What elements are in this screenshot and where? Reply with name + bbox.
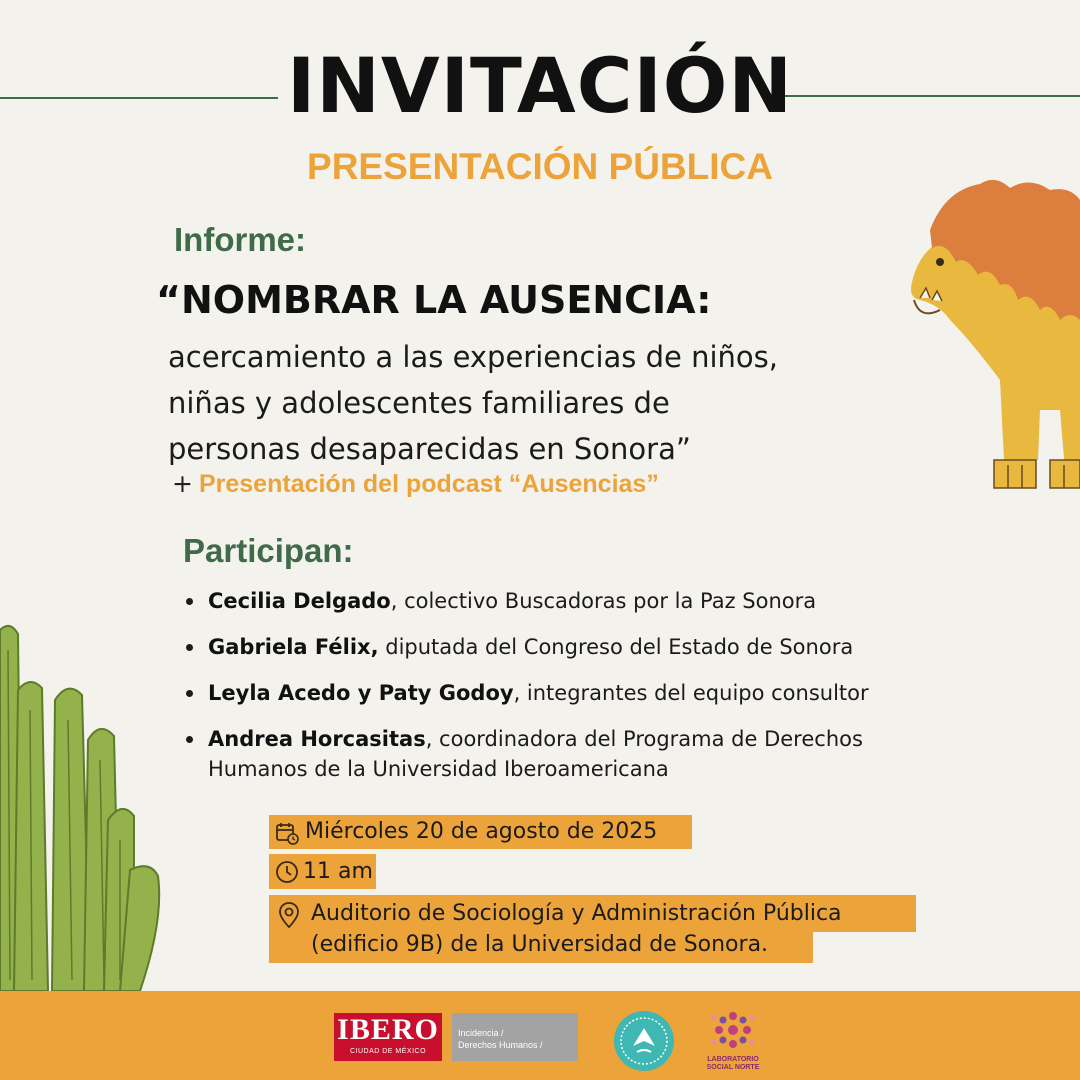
laboratorio-logo-text <box>696 1056 770 1072</box>
list-item <box>186 586 986 616</box>
report-subtitle <box>168 334 928 472</box>
participant-name: Gabriela Félix, <box>208 635 379 659</box>
list-item <box>186 678 986 708</box>
report-subtitle-line: acercamiento a las experiencias de niños, <box>168 340 778 374</box>
event-time-text: 11 am <box>303 859 373 884</box>
participant-name: Leyla Acedo y Paty Godoy <box>208 681 514 705</box>
event-date-text: Miércoles 20 de agosto de 2025 <box>305 819 658 844</box>
cactus-illustration <box>0 620 200 991</box>
ibero-logo <box>334 1013 442 1061</box>
lab-line1: LABORATORIO <box>707 1056 759 1063</box>
participants-list <box>186 586 986 800</box>
clock-icon <box>275 860 299 884</box>
ibero-logo-subtext: CIUDAD DE MÉXICO <box>349 1048 427 1055</box>
report-title: “NOMBRAR LA AUSENCIA: <box>156 278 712 322</box>
podcast-text: Presentación del podcast “Ausencias” <box>198 470 659 498</box>
participant-role: , coordinadora del Programa de Derechos Humanos de la Universidad Iberoamericana <box>208 727 863 781</box>
location-pin-icon <box>277 901 301 929</box>
list-item <box>186 724 908 784</box>
plus-icon: + <box>172 469 193 498</box>
event-place-line2: (edificio 9B) de la Universidad de Sonora. <box>311 932 769 957</box>
participant-name: Andrea Horcasitas <box>208 727 426 751</box>
participant-role: , integrantes del equipo consultor <box>513 681 869 705</box>
event-place <box>269 895 916 932</box>
list-item <box>186 632 986 662</box>
participant-role: diputada del Congreso del Estado de Sonora <box>378 635 854 659</box>
event-place-line1: Auditorio de Sociología y Administración Pública <box>311 901 842 926</box>
lab-line2: SOCIAL NORTE <box>706 1064 760 1071</box>
podcast-note <box>172 470 659 499</box>
participant-name: Cecilia Delgado <box>208 589 391 613</box>
participant-role: , colectivo Buscadoras por la Paz Sonora <box>390 589 817 613</box>
report-label: Informe: <box>174 221 306 258</box>
event-date <box>269 815 692 849</box>
invitation-title: INVITACIÓN <box>286 41 793 130</box>
invitation-subtitle: PRESENTACIÓN PÚBLICA <box>307 146 773 187</box>
incidencia-logo <box>452 1013 578 1061</box>
event-time <box>269 854 376 889</box>
participants-label: Participan: <box>183 532 354 569</box>
report-subtitle-line: niñas y adolescentes familiares de <box>168 386 670 420</box>
incidencia-line1: Incidencia / <box>458 1028 504 1038</box>
calendar-icon <box>275 821 299 845</box>
ibero-logo-text: IBERO <box>337 1013 439 1046</box>
report-subtitle-line: personas desaparecidas en Sonora” <box>168 432 691 466</box>
buscadoras-logo <box>613 1010 675 1072</box>
incidencia-line2: Derechos Humanos / <box>458 1040 543 1050</box>
event-place-continued <box>269 930 813 963</box>
